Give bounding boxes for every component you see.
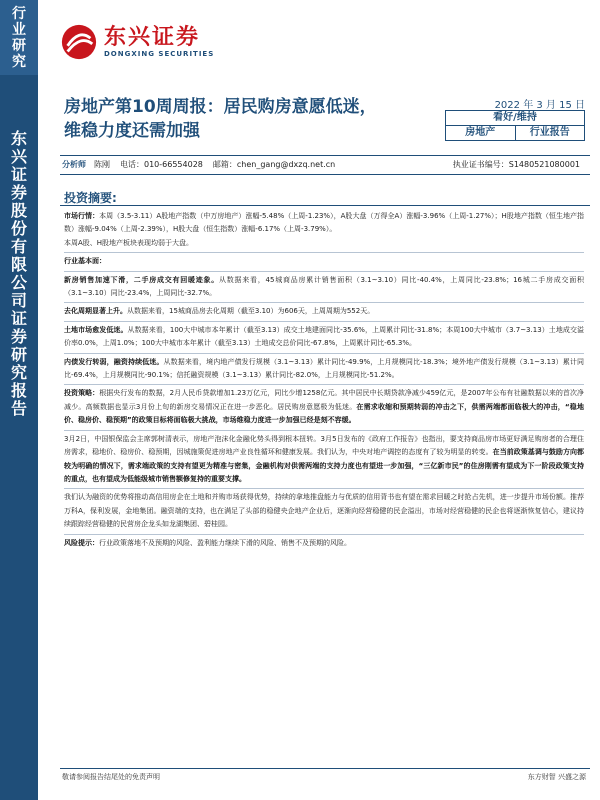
fundamentals-heading: 行业基本面： <box>64 257 106 266</box>
divider <box>64 488 584 489</box>
sidebar-char: 证 <box>10 165 27 184</box>
section-divider <box>60 205 590 206</box>
logo-en: DONGXING SECURITIES <box>104 50 215 58</box>
sidebar-char: 究 <box>12 54 26 70</box>
report-tags <box>445 125 585 141</box>
sidebar-char: 司 <box>10 291 27 310</box>
financing-paragraph: 内债发行转弱，融资持续低迷。从数据来看，境内地产债发行规模（3.1~3.13）累计同比-49.9%，上月规模同比-18.3%；境外地产债发行规模（3.1~3.13）累计同比-69.4%，上月规模同比-90.1%；信托融资规模（3.1~3.13）累计同比-82.0%，上月规模同比-51.2%。 <box>64 357 584 380</box>
report-date: 2022 年 3 月 15 日 <box>494 100 585 111</box>
summary-heading: 投资摘要: <box>64 191 117 205</box>
divider <box>64 534 584 535</box>
sidebar-char: 证 <box>10 309 27 328</box>
divider <box>64 321 584 322</box>
sidebar-char: 券 <box>10 327 27 346</box>
divider <box>64 252 584 253</box>
sidebar-char: 有 <box>10 237 27 256</box>
sidebar-char: 告 <box>10 399 27 418</box>
company-logo <box>60 22 214 62</box>
divider <box>64 302 584 303</box>
sidebar-char: 公 <box>10 273 27 292</box>
analyst-name: 陈刚 <box>94 160 110 169</box>
sidebar <box>0 0 38 800</box>
sidebar-char: 研 <box>12 38 26 54</box>
sidebar-category <box>0 0 38 75</box>
divider <box>64 271 584 272</box>
sidebar-char: 究 <box>10 363 27 382</box>
logo-cn: 东兴证券 <box>104 25 201 50</box>
logo-emblem-icon <box>60 23 98 61</box>
analyst-email[interactable]: chen_gang@dxzq.net.cn <box>236 160 336 169</box>
analyst-license: 执业证书编号：S1480521080001 <box>452 160 580 169</box>
footer-divider <box>60 768 590 769</box>
sidebar-char: 券 <box>10 183 27 202</box>
title-line: 维稳力度还需加强 <box>64 121 200 141</box>
analyst-info <box>60 155 590 175</box>
sidebar-char: 行 <box>12 6 26 22</box>
tag-industry: 房地产 <box>465 127 496 138</box>
divider <box>64 430 584 431</box>
market-paragraph-2: 本周A股、H股地产板块表现均弱于大盘。 <box>64 238 194 247</box>
sidebar-char: 东 <box>10 129 27 148</box>
report-title <box>64 95 414 143</box>
summary-body <box>64 210 584 550</box>
strategy-paragraph: 投资策略：根据央行发布的数据，2月人民币贷款增加1.23万亿元，同比少增1258亿元。其中居民中长期贷款净减少459亿元，是2007年公布有社融数据以来的首次净减少。高频数据也显示3月份上旬的新房交易情况正在进一步恶化。居民购房意愿极为低迷。在需求收缩和预期转弱的冲击之下，供需两端都面临极大的冲击，“稳地价、稳房价、稳预期”的政策目标将面临极大挑战，市场维稳力度进一步加强已经是刻不容缓。 <box>64 389 584 425</box>
sidebar-char: 业 <box>12 22 26 38</box>
sidebar-char: 份 <box>10 219 27 238</box>
footer-slogan: 东方财智 兴盛之源 <box>527 773 586 781</box>
tag-report-type: 行业报告 <box>515 126 585 140</box>
divider <box>64 353 584 354</box>
risk-paragraph: 风险提示：行业政策落地不及预期的风险、盈利能力继续下滑的风险、销售不及预期的风险。 <box>64 538 351 547</box>
sidebar-char: 股 <box>10 201 27 220</box>
sidebar-char: 限 <box>10 255 27 274</box>
inventory-paragraph: 去化周期显著上升。从数据来看，15城商品房去化周期（截至3.10）为606天，上周周期为552天。 <box>64 307 375 316</box>
footer-disclaimer: 敬请参阅报告结尾处的免责声明 <box>62 773 160 781</box>
sidebar-company <box>0 130 38 418</box>
recommendation-paragraph: 我们认为融资的优势将推动高信用房企在土地和并购市场获得优势，持续的拿地推盘能力与优质的信用背书也有望在需求回暖之时抢占先机，进一步提升市场份额。推荐万科A，保利发展，金地集团。融资端的支持，也在满足了头部的稳健央企地产企业后，逐渐向经营稳健的民企溢出，市场对经营稳健的民企也将逐渐恢复信心，建议持续跟踪经营稳健的民营房企龙头如龙湖集团、碧桂园。 <box>64 493 584 529</box>
sidebar-char: 报 <box>10 381 27 400</box>
analyst-email-label: 邮箱： <box>212 160 237 169</box>
analyst-phone: 电话：010-66554028 <box>120 160 203 169</box>
analyst-label: 分析师 <box>62 160 86 169</box>
sidebar-char: 兴 <box>10 147 27 166</box>
rating-badge: 看好/维持 <box>445 110 585 125</box>
new-home-paragraph: 新房销售加速下滑，二手房成交有回暖迹象。从数据来看，45城商品房累计销售面积（3.1~3.10）同比-40.4%，上周同比-23.8%；16城二手房成交面积（3.1~3.10）同比-23.4%，上周同比-32.7%。 <box>64 275 584 298</box>
title-line: 房地产第10周周报：居民购房意愿低迷， <box>64 97 377 117</box>
market-paragraph: 市场行情：本周（3.5-3.11）A股地产指数（中万房地产）涨幅-5.48%（上周-1.23%），A股大盘（万得全A）涨幅-3.96%（上周-1.27%）；H股地产指数（恒生地产指数）涨幅-9.04%（上周-2.39%），H股大盘（恒生指数）涨幅-6.17%（上周-3.79%）。 <box>64 212 584 234</box>
sidebar-char: 研 <box>10 345 27 364</box>
policy-paragraph: 3月2日，中国银保监会主席郭树清表示，房地产泡沫化金融化势头得到根本扭转。3月5日发布的《政府工作报告》也指出，要支持商品房市场更好满足购房者的合理住房需求，稳地价、稳房价、稳预期，因城施策促进房地产业良性循环和健康发展。我们认为，中央对地产调控的态度有了较为明显的转变。在当前政策基调与鼓励方向都较为明确的情况下，需求端政策的支持有望更为精准与密集，金融机构对供需两端的支持力度也有望进一步加强，“三亿新市民”的住房刚需有望成为下一阶段政策支持的重点，也有望成为低能级城市销售额修复持的重要支撑。 <box>64 434 585 483</box>
land-paragraph: 土地市场愈发低迷。从数据来看，100大中城市本年累计（截至3.13）成交土地建面同比-35.6%，上周累计同比-31.8%；本周100大中城市（3.7~3.13）土地成交溢价率0.0%，上周1.0%；100大中城市本年累计（截至3.13）土地成交总价同比-67.8%，上周累计同比-65.3%。 <box>64 325 585 348</box>
divider <box>64 384 584 385</box>
